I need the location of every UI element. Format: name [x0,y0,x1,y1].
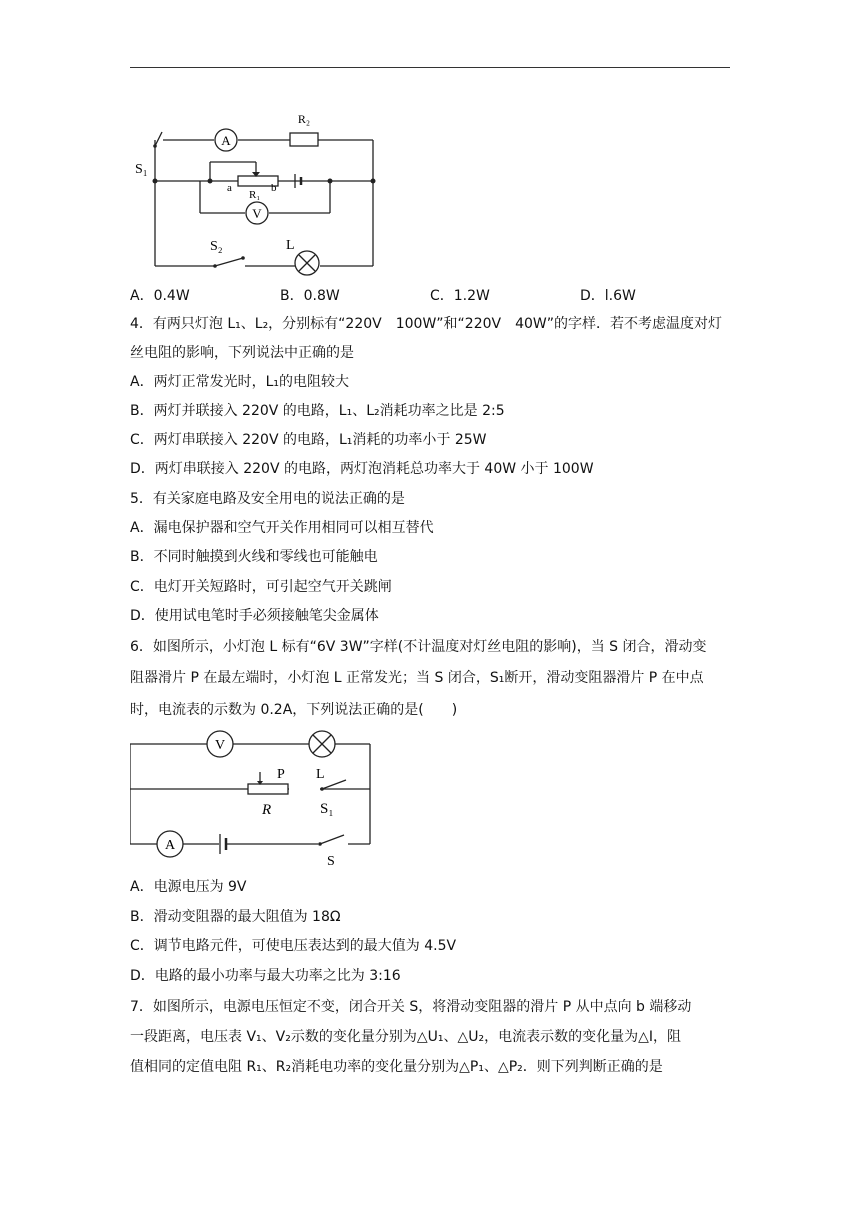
q6-stem-line1: 6．如图所示，小灯泡 L 标有“6V 3W”字样(不计温度对灯丝电阻的影响)，当 S 闭合，滑动变 [130,639,707,655]
q6-stem-line2: 阻器滑片 P 在最左端时，小灯泡 L 正常发光；当 S 闭合，S₁断开，滑动变阻器滑片 P 在中点 [130,670,704,686]
terminal-a-label: a [227,182,232,194]
q5-option-c[interactable]: C．电灯开关短路时，可引起空气开关跳闸 [130,579,392,595]
q6-stem-line3: 时，电流表的示数为 0.2A，下列说法正确的是( ) [130,702,458,718]
q6-option-c[interactable]: C．调节电路元件，可使电压表达到的最大值为 4.5V [130,938,457,954]
lamp-label: L [286,238,295,253]
r2-label: R₂ [297,112,311,126]
voltmeter-label-2: V [214,738,226,753]
q5-option-a[interactable]: A．漏电保护器和空气开关作用相同可以相互替代 [130,520,434,536]
q3-option-b[interactable]: B．0.8W [280,288,340,304]
ammeter-label: A [221,133,231,148]
q7-stem-line3: 值相同的定值电阻 R₁、R₂消耗电功率的变化量分别为△P₁、△P₂．则下列判断正确的是 [130,1059,663,1075]
q3-option-a[interactable]: A．0.4W [130,288,190,304]
q3-option-d[interactable]: D．l.6W [580,288,636,304]
q4-option-d[interactable]: D．两灯串联接入 220V 的电路，两灯泡消耗总功率大于 40W 小于 100W [130,461,594,477]
q3-option-c[interactable]: C．1.2W [430,288,490,304]
r1-label: R₁ [249,189,261,201]
lamp-label-2: L [316,767,325,782]
q7-stem-line1: 7．如图所示，电源电压恒定不变，闭合开关 S，将滑动变阻器的滑片 P 从中点向 b 端移动 [130,999,692,1015]
terminal-b-label: b [271,182,277,194]
q4-option-b[interactable]: B．两灯并联接入 220V 的电路，L₁、L₂消耗功率之比是 2:5 [130,403,505,419]
voltmeter-label: V [252,206,262,221]
circuit-diagram-1 [130,100,390,280]
s-label: S [327,854,335,868]
q4-option-c[interactable]: C．两灯串联接入 220V 的电路，L₁消耗的功率小于 25W [130,432,487,448]
q7-stem-line2: 一段距离，电压表 V₁、V₂示数的变化量分别为△U₁、△U₂，电流表示数的变化量为△I，阻 [130,1029,681,1045]
q6-option-d[interactable]: D．电路的最小功率与最大功率之比为 3:16 [130,968,401,984]
ammeter-label-2: A [164,838,176,853]
circuit-diagram-2 [130,728,380,868]
q5-option-b[interactable]: B．不同时触摸到火线和零线也可能触电 [130,549,378,565]
s1-label-2: S₁ [320,801,334,817]
rheostat-r-label: R [262,802,272,818]
q5-option-d[interactable]: D．使用试电笔时手必须接触笔尖金属体 [130,608,379,624]
q6-option-a[interactable]: A．电源电压为 9V [130,879,247,895]
q5-stem: 5．有关家庭电路及安全用电的说法正确的是 [130,491,405,507]
q3-options [130,285,730,305]
q4-option-a[interactable]: A．两灯正常发光时，L₁的电阻较大 [130,374,349,390]
q4-stem-line2: 丝电阻的影响，下列说法中正确的是 [130,345,354,361]
s2-label: S₂ [210,239,223,254]
s1-label: S₁ [135,162,148,177]
q6-option-b[interactable]: B．滑动变阻器的最大阻值为 18Ω [130,909,341,925]
header-rule [130,67,730,68]
q4-stem-line1: 4．有两只灯泡 L₁、L₂，分别标有“220V 100W”和“220V 40W”的字样．若不考虑温度对灯 [130,316,723,332]
slider-p-label: P [277,767,285,782]
